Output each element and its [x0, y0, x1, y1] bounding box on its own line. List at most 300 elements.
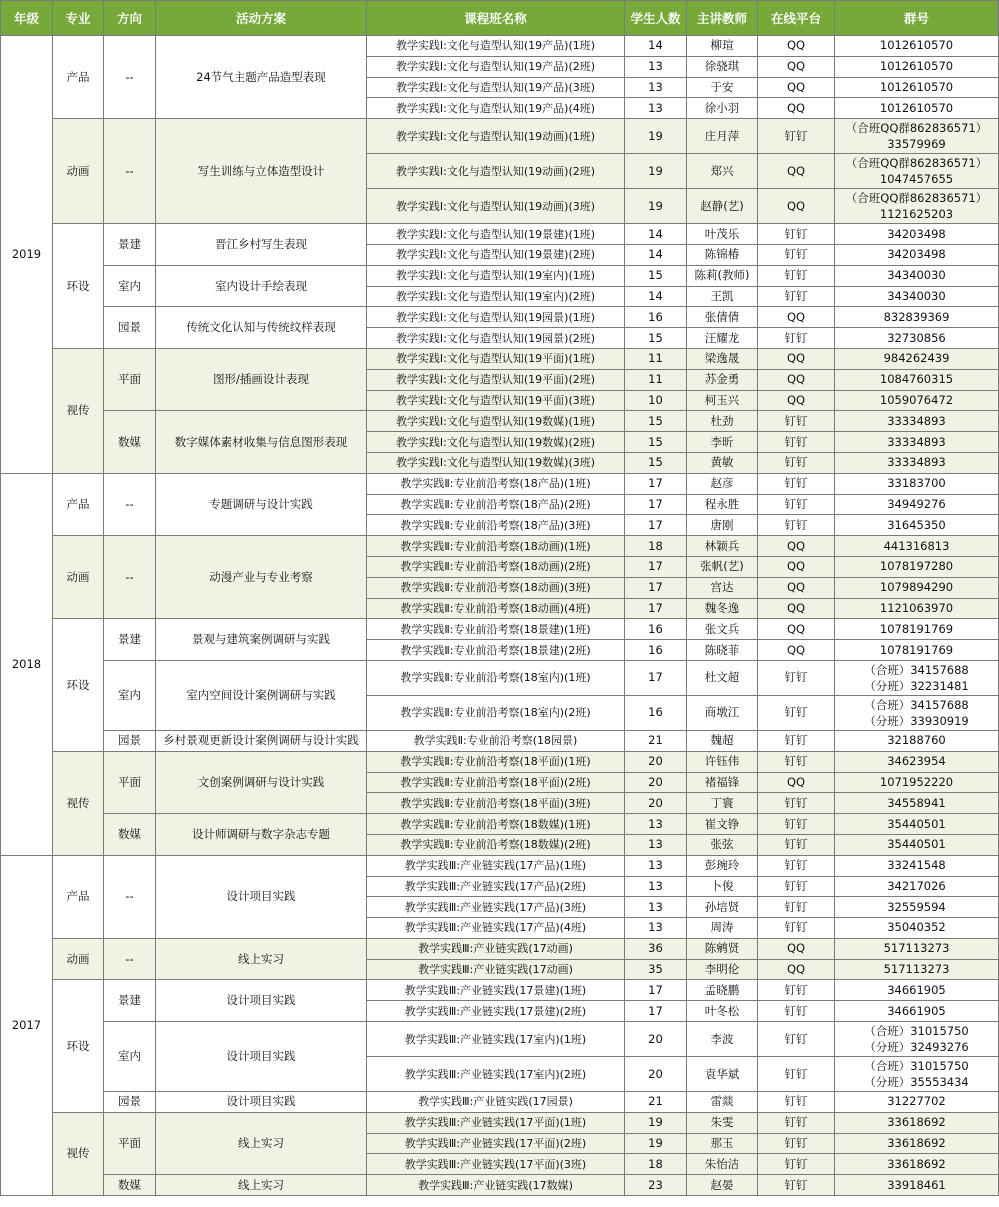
cell-text: 赵晏 [710, 1177, 734, 1192]
cell-text: 教学实践Ⅰ:文化与造型认知(19室内)(2班) [395, 289, 596, 303]
cell-text: 教学实践Ⅱ:专业前沿考察(18室内)(2班) [400, 706, 591, 720]
cell-text: 钉钉 [784, 1156, 808, 1171]
group-number-cell [835, 1057, 999, 1092]
teacher-cell [687, 348, 758, 369]
direction-cell [104, 536, 156, 619]
activity-cell [156, 411, 367, 473]
group-number-cell [835, 328, 999, 349]
teacher-cell [687, 834, 758, 855]
cell-text: 宫达 [710, 580, 734, 595]
cell-text: QQ [786, 642, 806, 657]
group-number-cell [835, 224, 999, 245]
platform-cell [758, 1057, 835, 1092]
cell-text: 柳瑄 [710, 38, 734, 53]
teacher-cell [687, 154, 758, 189]
cell-text: 18 [648, 538, 663, 553]
student-count-cell [625, 938, 687, 959]
platform-cell [758, 328, 835, 349]
course-name-cell [367, 1001, 625, 1022]
cell-text: 杜文超 [704, 670, 740, 685]
platform-cell [758, 577, 835, 598]
course-name-cell [367, 619, 625, 640]
table-row [1, 660, 999, 695]
cell-text: 31227702 [887, 1094, 946, 1109]
cell-text: 视传 [66, 1146, 90, 1161]
cell-text: 17 [648, 1003, 663, 1018]
activity-cell [156, 36, 367, 119]
group-number-cell [835, 494, 999, 515]
course-name-cell [367, 328, 625, 349]
teacher-cell [687, 938, 758, 959]
teacher-cell [687, 598, 758, 619]
cell-text: 许钰伟 [704, 754, 740, 769]
cell-text: 教学实践Ⅲ:产业链实践(17产品)(2班) [404, 879, 587, 893]
cell-text: 程永胜 [704, 496, 740, 511]
student-count-cell [625, 751, 687, 772]
direction-cell [104, 307, 156, 349]
header-cell: 群号 [835, 1, 999, 36]
cell-text: 产品 [66, 69, 90, 84]
group-number-cell [835, 1022, 999, 1057]
cell-text: 15 [648, 330, 663, 345]
header-cell: 专业 [53, 1, 104, 36]
cell-text: 徐骁琪 [704, 59, 740, 74]
activity-cell [156, 938, 367, 980]
platform-cell [758, 1112, 835, 1133]
student-count-cell [625, 515, 687, 536]
teacher-cell [687, 980, 758, 1001]
direction-cell [104, 1022, 156, 1092]
cell-text: 32559594 [887, 899, 946, 914]
platform-cell [758, 1001, 835, 1022]
student-count-cell [625, 348, 687, 369]
cell-text: 1012610570 [879, 100, 954, 115]
cell-text: 教学实践Ⅱ:专业前沿考察(18平面)(2班) [400, 775, 591, 789]
cell-text: （分班）32493276 [864, 1040, 969, 1055]
cell-text: 钉钉 [784, 837, 808, 852]
course-name-cell [367, 1133, 625, 1154]
cell-text: 33579969 [887, 137, 946, 152]
group-number-cell [835, 959, 999, 980]
activity-cell [156, 980, 367, 1022]
course-name-cell [367, 77, 625, 98]
group-number-cell [835, 793, 999, 814]
cell-text: 1121625203 [879, 207, 954, 222]
direction-cell [104, 119, 156, 224]
cell-text: 室内 [118, 278, 141, 293]
platform-cell [758, 348, 835, 369]
cell-text: 魏超 [710, 733, 734, 748]
platform-cell [758, 1022, 835, 1057]
direction-cell [104, 411, 156, 473]
course-name-cell [367, 1022, 625, 1057]
cell-text: 黄敏 [710, 455, 734, 470]
cell-text: 文创案例调研与设计实践 [197, 774, 325, 789]
cell-text: QQ [786, 580, 806, 595]
student-count-cell [625, 793, 687, 814]
direction-cell [104, 265, 156, 307]
activity-cell [156, 119, 367, 224]
cell-text: 21 [648, 1094, 663, 1109]
cell-text: 李波 [710, 1031, 734, 1046]
cell-text: 园景 [118, 320, 141, 335]
group-number-cell [835, 619, 999, 640]
student-count-cell [625, 897, 687, 918]
direction-cell [104, 660, 156, 730]
cell-text: 1121063970 [879, 600, 954, 615]
course-name-cell [367, 98, 625, 119]
student-count-cell [625, 855, 687, 876]
cell-text: 钉钉 [784, 288, 808, 303]
cell-text: 动画 [66, 951, 90, 966]
platform-cell [758, 432, 835, 453]
cell-text: 杜劲 [710, 413, 734, 428]
cell-text: 10 [648, 392, 663, 407]
teacher-cell [687, 556, 758, 577]
direction-cell [104, 938, 156, 980]
direction-cell [104, 1092, 156, 1113]
direction-cell [104, 980, 156, 1022]
teacher-cell [687, 772, 758, 793]
cell-text: 32188760 [887, 733, 946, 748]
table-row [1, 814, 999, 835]
platform-cell [758, 938, 835, 959]
teacher-cell [687, 494, 758, 515]
cell-text: 517113273 [883, 962, 950, 977]
cell-text: 钉钉 [784, 247, 808, 262]
teacher-cell [687, 390, 758, 411]
cell-text: 34203498 [887, 226, 946, 241]
cell-text: 线上实习 [238, 1177, 284, 1192]
cell-text: 1084760315 [879, 372, 954, 387]
cell-text: 汪耀龙 [704, 330, 740, 345]
cell-text: QQ [786, 774, 806, 789]
cell-text: 景建 [118, 993, 141, 1008]
cell-text: 朱雯 [710, 1115, 734, 1130]
teacher-cell [687, 751, 758, 772]
cell-text: 33618692 [887, 1156, 946, 1171]
teacher-cell [687, 286, 758, 307]
cell-text: 14 [648, 288, 663, 303]
table-row [1, 36, 999, 57]
cell-text: 教学实践Ⅰ:文化与造型认知(19动画)(3班) [395, 199, 596, 213]
platform-cell [758, 244, 835, 265]
group-number-cell [835, 751, 999, 772]
cell-text: 图形/插画设计表现 [213, 372, 309, 387]
student-count-cell [625, 473, 687, 494]
activity-cell [156, 265, 367, 307]
course-name-cell [367, 695, 625, 730]
cell-text: 2018 [11, 656, 42, 671]
cell-text: QQ [786, 163, 806, 178]
cell-text: 室内 [118, 687, 141, 702]
cell-text: 17 [648, 559, 663, 574]
platform-cell [758, 730, 835, 751]
header-cell: 活动方案 [156, 1, 367, 36]
cell-text: （合班）31015750 [864, 1024, 969, 1039]
table-body [1, 36, 999, 1196]
cell-text: 11 [648, 372, 663, 387]
cell-text: 14 [648, 247, 663, 262]
table-row [1, 536, 999, 557]
cell-text: 唐刚 [710, 517, 734, 532]
cell-text: 教学实践Ⅱ:专业前沿考察(18平面)(1班) [400, 755, 591, 769]
teacher-cell [687, 695, 758, 730]
group-number-cell [835, 432, 999, 453]
cell-text: 环设 [66, 278, 90, 293]
course-name-cell [367, 494, 625, 515]
cell-text: QQ [786, 309, 806, 324]
cell-text: 2017 [11, 1017, 42, 1032]
group-number-cell [835, 980, 999, 1001]
teacher-cell [687, 328, 758, 349]
cell-text: 34340030 [887, 288, 946, 303]
table-row [1, 265, 999, 286]
cell-text: （分班）33930919 [864, 713, 969, 728]
table-row [1, 1022, 999, 1057]
group-number-cell [835, 1175, 999, 1196]
cell-text: 钉钉 [784, 1031, 808, 1046]
cell-text: 832839369 [883, 309, 950, 324]
cell-text: 35 [648, 962, 663, 977]
student-count-cell [625, 432, 687, 453]
course-name-cell [367, 897, 625, 918]
cell-text: 产品 [66, 889, 90, 904]
cell-text: 钉钉 [784, 816, 808, 831]
student-count-cell [625, 918, 687, 939]
teacher-cell [687, 959, 758, 980]
course-name-cell [367, 876, 625, 897]
course-name-cell [367, 640, 625, 661]
platform-cell [758, 918, 835, 939]
platform-cell [758, 834, 835, 855]
group-number-cell [835, 834, 999, 855]
platform-cell [758, 772, 835, 793]
table-row [1, 619, 999, 640]
student-count-cell [625, 730, 687, 751]
student-count-cell [625, 577, 687, 598]
course-name-cell [367, 1092, 625, 1113]
header-cell: 方向 [104, 1, 156, 36]
cell-text: 教学实践Ⅱ:专业前沿考察(18产品)(3班) [400, 518, 591, 532]
platform-cell [758, 793, 835, 814]
table-row [1, 119, 999, 154]
cell-text: 教学实践Ⅰ:文化与造型认知(19数媒)(2班) [395, 435, 596, 449]
major-cell [53, 980, 104, 1112]
course-name-cell [367, 855, 625, 876]
cell-text: 16 [648, 642, 663, 657]
cell-text: 钉钉 [784, 128, 808, 143]
platform-cell [758, 473, 835, 494]
teacher-cell [687, 619, 758, 640]
platform-cell [758, 897, 835, 918]
platform-cell [758, 36, 835, 57]
cell-text: 教学实践Ⅱ:专业前沿考察(18室内)(1班) [400, 671, 591, 685]
teacher-cell [687, 77, 758, 98]
cell-text: 景观与建筑案例调研与实践 [192, 632, 330, 647]
platform-cell [758, 265, 835, 286]
group-number-cell [835, 411, 999, 432]
direction-cell [104, 36, 156, 119]
cell-text: 钉钉 [784, 476, 808, 491]
group-number-cell [835, 286, 999, 307]
course-name-cell [367, 348, 625, 369]
cell-text: 钉钉 [784, 1003, 808, 1018]
cell-text: 教学实践Ⅲ:产业链实践(17平面)(3班) [404, 1157, 587, 1171]
cell-text: 教学实践Ⅰ:文化与造型认知(19产品)(2班) [395, 60, 596, 74]
course-name-cell [367, 959, 625, 980]
course-name-cell [367, 556, 625, 577]
group-number-cell [835, 452, 999, 473]
cell-text: 动画 [66, 569, 90, 584]
table-row [1, 224, 999, 245]
direction-cell [104, 473, 156, 535]
table-row [1, 1112, 999, 1133]
cell-text: 教学实践Ⅰ:文化与造型认知(19数媒)(3班) [395, 456, 596, 470]
cell-text: 教学实践Ⅱ:专业前沿考察(18动画)(3班) [400, 581, 591, 595]
student-count-cell [625, 411, 687, 432]
cell-text: 钉钉 [784, 733, 808, 748]
cell-text: 景建 [118, 236, 141, 251]
platform-cell [758, 494, 835, 515]
cell-text: QQ [786, 392, 806, 407]
group-number-cell [835, 56, 999, 77]
cell-text: （分班）35553434 [864, 1075, 969, 1090]
teacher-cell [687, 536, 758, 557]
cell-text: 数字媒体素材收集与信息图形表现 [174, 434, 348, 449]
cell-text: 乡村景观更新设计案例调研与设计实践 [163, 733, 359, 748]
course-name-cell [367, 265, 625, 286]
cell-text: 13 [648, 59, 663, 74]
group-number-cell [835, 119, 999, 154]
group-number-cell [835, 814, 999, 835]
course-name-cell [367, 307, 625, 328]
cell-text: 19 [648, 1115, 663, 1130]
cell-text: 15 [648, 434, 663, 449]
platform-cell [758, 224, 835, 245]
cell-text: 教学实践Ⅲ:产业链实践(17景建)(1班) [404, 983, 587, 997]
cell-text: 14 [648, 38, 663, 53]
teacher-cell [687, 876, 758, 897]
platform-cell [758, 411, 835, 432]
cell-text: 钉钉 [784, 413, 808, 428]
platform-cell [758, 189, 835, 224]
student-count-cell [625, 1133, 687, 1154]
group-number-cell [835, 536, 999, 557]
platform-cell [758, 119, 835, 154]
cell-text: 钉钉 [784, 1177, 808, 1192]
student-count-cell [625, 56, 687, 77]
cell-text: 张倩倩 [704, 309, 740, 324]
cell-text: 32730856 [887, 330, 946, 345]
cell-text: 17 [648, 476, 663, 491]
cell-text: 17 [648, 496, 663, 511]
cell-text: 33334893 [887, 455, 946, 470]
group-number-cell [835, 577, 999, 598]
table-row [1, 1092, 999, 1113]
header-cell: 在线平台 [758, 1, 835, 36]
platform-cell [758, 1175, 835, 1196]
teacher-cell [687, 411, 758, 432]
cell-text: 徐小羽 [704, 100, 740, 115]
cell-text: 34217026 [887, 878, 946, 893]
cell-text: 数媒 [118, 826, 141, 841]
cell-text: 视传 [66, 795, 90, 810]
group-number-cell [835, 938, 999, 959]
teacher-cell [687, 1057, 758, 1092]
cell-text: -- [125, 889, 134, 904]
cell-text: 35440501 [887, 837, 946, 852]
cell-text: 1071952220 [879, 774, 954, 789]
student-count-cell [625, 959, 687, 980]
student-count-cell [625, 980, 687, 1001]
cell-text: 赵静(艺) [700, 198, 744, 213]
table-row [1, 348, 999, 369]
platform-cell [758, 56, 835, 77]
cell-text: 教学实践Ⅰ:文化与造型认知(19动画)(2班) [395, 164, 596, 178]
header-cell: 课程班名称 [367, 1, 625, 36]
platform-cell [758, 77, 835, 98]
cell-text: QQ [786, 538, 806, 553]
cell-text: 33241548 [887, 858, 946, 873]
cell-text: 18 [648, 1156, 663, 1171]
cell-text: 钉钉 [784, 517, 808, 532]
cell-text: 雷燚 [710, 1094, 734, 1109]
cell-text: 钉钉 [784, 496, 808, 511]
cell-text: 教学实践Ⅲ:产业链实践(17室内)(1班) [404, 1032, 587, 1046]
cell-text: -- [125, 951, 134, 966]
major-cell [53, 536, 104, 619]
cell-text: 教学实践Ⅱ:专业前沿考察(18景建)(2班) [400, 643, 591, 657]
header-cell: 主讲教师 [687, 1, 758, 36]
platform-cell [758, 619, 835, 640]
cell-text: 景建 [118, 632, 141, 647]
cell-text: 33618692 [887, 1136, 946, 1151]
student-count-cell [625, 640, 687, 661]
student-count-cell [625, 619, 687, 640]
group-number-cell [835, 598, 999, 619]
cell-text: 教学实践Ⅱ:专业前沿考察(18园景) [413, 734, 578, 748]
cell-text: 丁寰 [710, 795, 734, 810]
cell-text: 于安 [710, 79, 734, 94]
cell-text: 钉钉 [784, 705, 808, 720]
cell-text: 教学实践Ⅰ:文化与造型认知(19室内)(1班) [395, 269, 596, 283]
platform-cell [758, 1133, 835, 1154]
course-name-cell [367, 1154, 625, 1175]
group-number-cell [835, 772, 999, 793]
course-name-cell [367, 286, 625, 307]
cell-text: 孙培贤 [704, 899, 740, 914]
course-name-cell [367, 411, 625, 432]
group-number-cell [835, 348, 999, 369]
student-count-cell [625, 876, 687, 897]
cell-text: 视传 [66, 403, 90, 418]
cell-text: 34661905 [887, 1003, 946, 1018]
teacher-cell [687, 36, 758, 57]
cell-text: 陈晓菲 [704, 642, 740, 657]
cell-text: QQ [786, 38, 806, 53]
cell-text: 15 [648, 413, 663, 428]
major-cell [53, 224, 104, 349]
cell-text: 13 [648, 100, 663, 115]
cell-text: 教学实践Ⅰ:文化与造型认知(19平面)(2班) [395, 373, 596, 387]
teacher-cell [687, 1154, 758, 1175]
cell-text: 室内空间设计案例调研与实践 [186, 687, 336, 702]
cell-text: 教学实践Ⅰ:文化与造型认知(19园景)(1班) [395, 310, 596, 324]
cell-text: 2019 [11, 246, 42, 261]
cell-text: 张弦 [710, 837, 734, 852]
cell-text: 平面 [118, 774, 141, 789]
